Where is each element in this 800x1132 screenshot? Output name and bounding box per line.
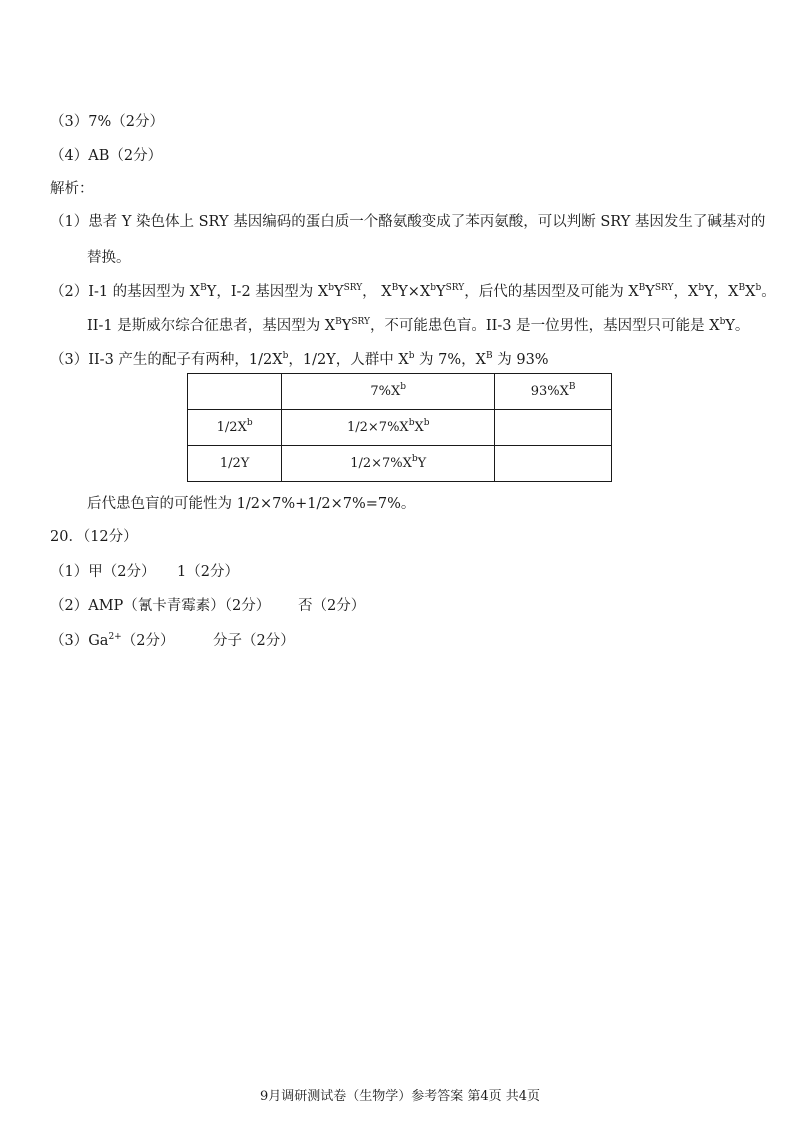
analysis-heading: 解析：: [50, 181, 94, 197]
q20-answer-1-left: （1）甲（2分）: [50, 564, 156, 580]
table-row-label: $1/2X^b$: [188, 410, 282, 446]
q20-answer-2-right: 否（2分）: [298, 598, 366, 614]
table-header-row: [188, 374, 612, 410]
gamete-table: [187, 373, 612, 482]
table-row: [188, 410, 612, 446]
analysis-conclusion: 后代患色盲的可能性为 1/2×7%+1/2×7%=7%。: [87, 496, 416, 512]
q20-answer-3-left: $(3)Ga^{2+}(2$分）: [50, 632, 175, 649]
table-cell: $1/2\times 7\%X^bX^b$: [282, 410, 495, 446]
page-footer: 9月调研测试卷（生物学）参考答案 第4页 共4页: [259, 1089, 541, 1104]
q20-answer-2-left: （2）AMP（氰卡青霉素）（2分）: [50, 598, 271, 614]
analysis-p3-line1: （3）II-3 产生的配子有两种，$1/2X^b$，1/2Y，人群中 $X^b$ 为 7%，$X^B$ 为 93%: [50, 351, 549, 368]
q20-answer-1-right: 1（2分）: [177, 564, 239, 580]
analysis-p2-line2: II-1 是斯威尔综合征患者，基因型为 $X^BY^{SRY}$，不可能患色盲。II-3 是一位男性，基因型只可能是 $X^bY$。: [87, 317, 750, 334]
table-header-cell: $93\%X^B$: [495, 374, 612, 410]
table-header-cell: [188, 374, 282, 410]
table-header-cell: $7\%X^b$: [282, 374, 495, 410]
table-cell: [495, 446, 612, 482]
q20-answer-3-right: 分子（2分）: [213, 633, 295, 649]
answer-19-4: （4）AB（2分）: [50, 148, 163, 164]
analysis-p1-line1: （1）患者 Y 染色体上 SRY 基因编码的蛋白质一个酪氨酸变成了苯丙氨酸，可以判断 SRY 基因发生了碱基对的: [50, 214, 766, 230]
table-cell: [495, 410, 612, 446]
q20-title: 20．（12分）: [50, 529, 138, 545]
table-row: [188, 446, 612, 482]
answer-19-3: （3）7%（2分）: [50, 114, 164, 130]
table-cell: $1/2\times 7\%X^bY$: [282, 446, 495, 482]
analysis-p1-line2: 替换。: [87, 250, 131, 266]
analysis-p2-line1: （2）I-1 的基因型为 $X^BY$，I-2 基因型为 $X^bY^{SRY}$， $X^BY\times X^bY^{SRY}$，后代的基因型及可能为 $X^BY^{SRY}$，$X^bY$，$X^BX^b$。: [50, 283, 776, 300]
table-row-label: 1/2Y: [188, 446, 282, 482]
